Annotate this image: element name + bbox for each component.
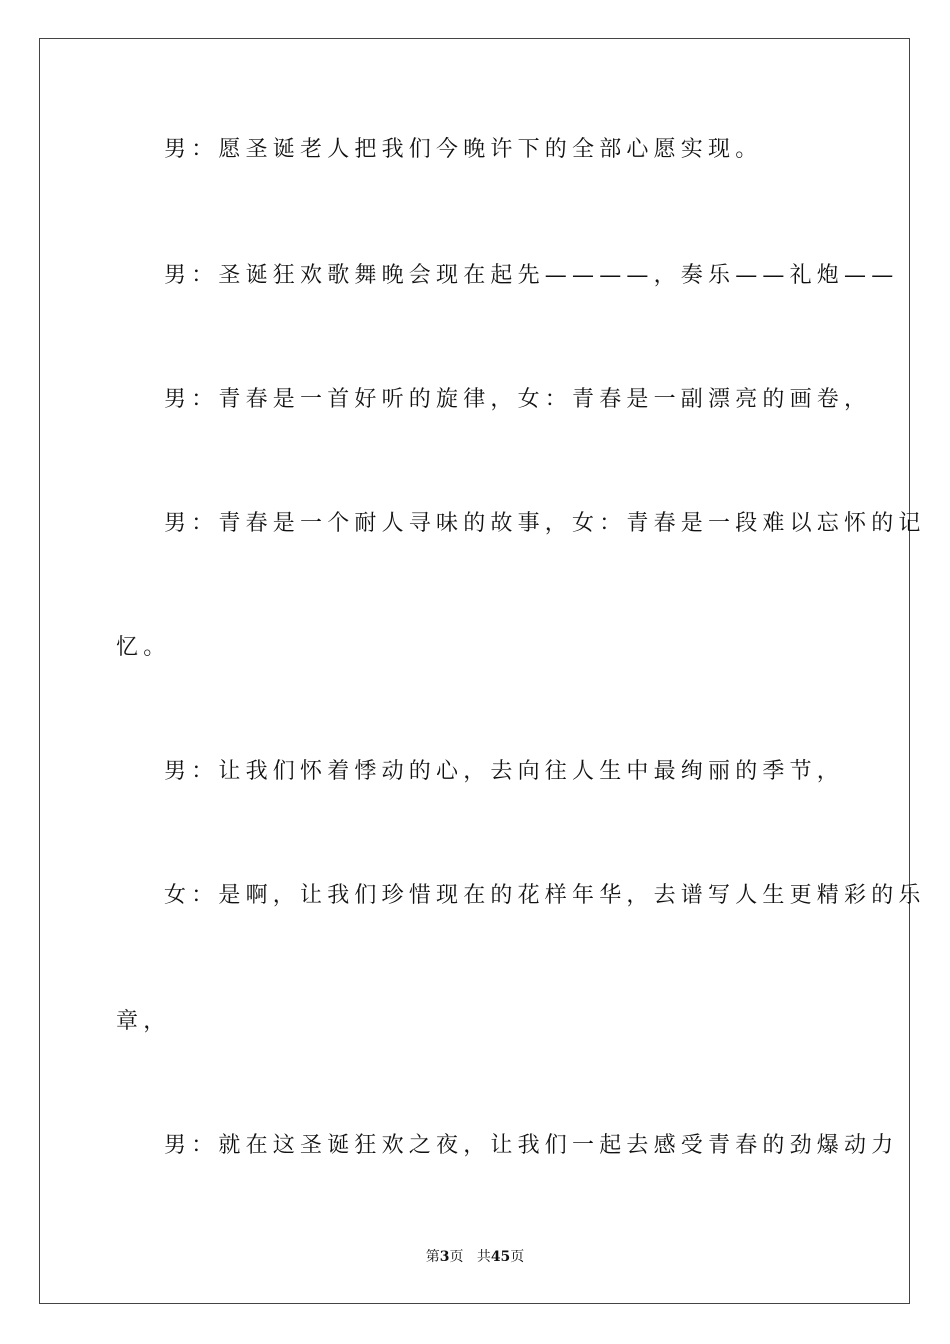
text-line-7: 女：是啊，让我们珍惜现在的花样年华，去谱写人生更精彩的乐 [164, 883, 926, 908]
footer-total-pages: 45 [490, 1249, 511, 1265]
text-line-5: 忆。 [116, 635, 171, 660]
footer-current-page: 3 [439, 1249, 450, 1265]
footer-page-word: 页 [449, 1249, 464, 1265]
text-line-2: 男：圣诞狂欢歌舞晚会现在起先————，奏乐——礼炮—— [164, 263, 899, 288]
text-line-8: 章， [116, 1009, 171, 1034]
text-line-9: 男：就在这圣诞狂欢之夜，让我们一起去感受青春的劲爆动力 [164, 1133, 899, 1158]
text-line-4: 男：青春是一个耐人寻味的故事，女：青春是一段难以忘怀的记 [164, 511, 926, 536]
footer-total-prefix: 共 [476, 1249, 491, 1265]
text-line-6: 男：让我们怀着悸动的心，去向往人生中最绚丽的季节， [164, 759, 845, 784]
footer-total-suffix: 页 [510, 1249, 525, 1265]
text-line-1: 男：愿圣诞老人把我们今晚许下的全部心愿实现。 [164, 137, 763, 162]
page-frame [39, 38, 910, 1304]
text-line-3: 男：青春是一首好听的旋律，女：青春是一副漂亮的画卷， [164, 387, 872, 412]
page-footer [0, 1248, 950, 1266]
footer-prefix: 第 [425, 1249, 440, 1265]
